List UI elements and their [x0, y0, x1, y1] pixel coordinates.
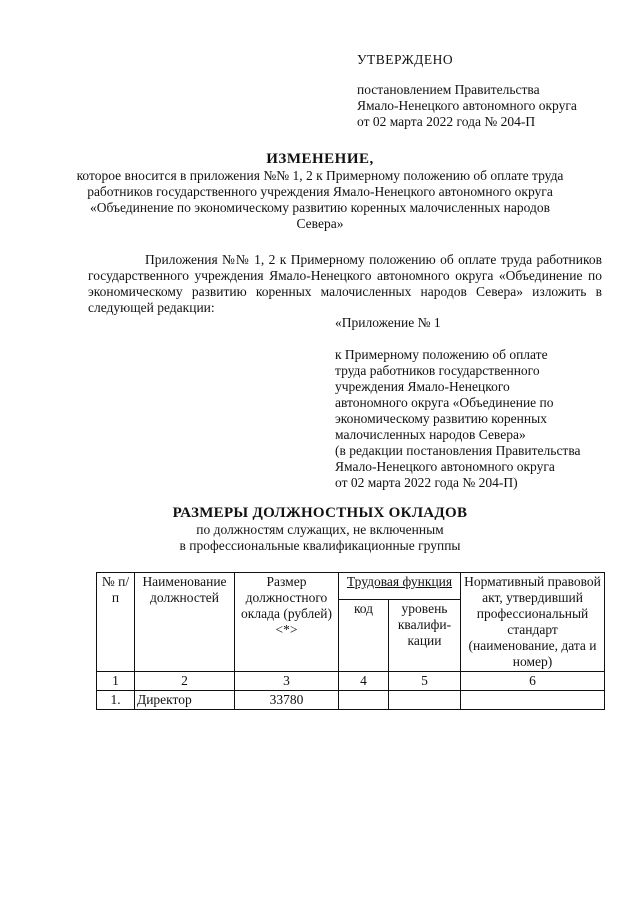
cell-code [339, 691, 389, 710]
appendix-line: к Примерному положению об оплате [335, 347, 548, 362]
appendix-spacer [335, 331, 625, 347]
change-subtitle: которое вносится в приложения №№ 1, 2 к Примерному положению об оплате труда работников государственного учреждения Ямало-Ненецкого автономного округа «Объединение по экономическому развитию коренных малочисленных народов Севера» [76, 168, 564, 231]
column-number: 2 [135, 672, 235, 691]
appendix-line: учреждения Ямало-Ненецкого [335, 379, 510, 394]
column-number: 6 [461, 672, 605, 691]
sizes-title: РАЗМЕРЫ ДОЛЖНОСТНЫХ ОКЛАДОВ [172, 505, 468, 521]
appendix-line: труда работников государственного [335, 363, 540, 378]
column-number: 3 [235, 672, 339, 691]
approval-block [357, 52, 627, 130]
appendix-line: Ямало-Ненецкого автономного округа [335, 459, 555, 474]
appendix-block [335, 315, 625, 491]
header-salary: Размер должностного оклада (рублей)<*> [235, 573, 339, 672]
cell-level [389, 691, 461, 710]
header-name: Наименование должностей [135, 573, 235, 672]
cell-name: Директор [135, 691, 235, 710]
column-number: 4 [339, 672, 389, 691]
change-heading-block [70, 151, 570, 232]
sizes-subtitle-line: по должностям служащих, не включенным [196, 522, 444, 537]
column-number: 5 [389, 672, 461, 691]
header-level: уровень квалифи-кации [389, 599, 461, 671]
approval-line: от 02 марта 2022 года № 204-П [357, 114, 536, 129]
main-paragraph-text: Приложения №№ 1, 2 к Примерному положению об оплате труда работников государственного учреждения Ямало-Ненецкого автономного округа «Объединение по экономическому развитию коренных малочисленных народов Севера» изложить в следующей редакции: [88, 252, 602, 315]
header-code: код [339, 599, 389, 671]
approval-heading: УТВЕРЖДЕНО [357, 52, 454, 67]
header-num: № п/п [97, 573, 135, 672]
header-function-label: Трудовая функция [346, 574, 453, 589]
cell-num: 1. [97, 691, 135, 710]
column-number: 1 [97, 672, 135, 691]
salary-table [96, 572, 605, 710]
cell-act [461, 691, 605, 710]
sizes-heading-block [80, 505, 560, 554]
table-row [97, 691, 605, 710]
table-column-numbers-row [97, 672, 605, 691]
appendix-title: «Приложение № 1 [335, 315, 441, 330]
header-function [339, 573, 461, 600]
change-title: ИЗМЕНЕНИЕ, [266, 151, 374, 167]
approval-line: постановлением Правительства [357, 82, 540, 97]
appendix-line: экономическому развитию коренных [335, 411, 547, 426]
table-header-row [97, 573, 605, 600]
appendix-line: от 02 марта 2022 года № 204-П) [335, 475, 518, 490]
appendix-line: автономного округа «Объединение по [335, 395, 554, 410]
appendix-line: (в редакции постановления Правительства [335, 443, 581, 458]
approval-line: Ямало-Ненецкого автономного округа [357, 98, 577, 113]
appendix-line: малочисленных народов Севера» [335, 427, 526, 442]
cell-salary: 33780 [235, 691, 339, 710]
header-act: Нормативный правовой акт, утвердивший профессиональный стандарт (наименование, дата и номер) [461, 573, 605, 672]
main-paragraph [88, 252, 602, 316]
sizes-subtitle-line: в профессиональные квалификационные группы [179, 538, 461, 553]
